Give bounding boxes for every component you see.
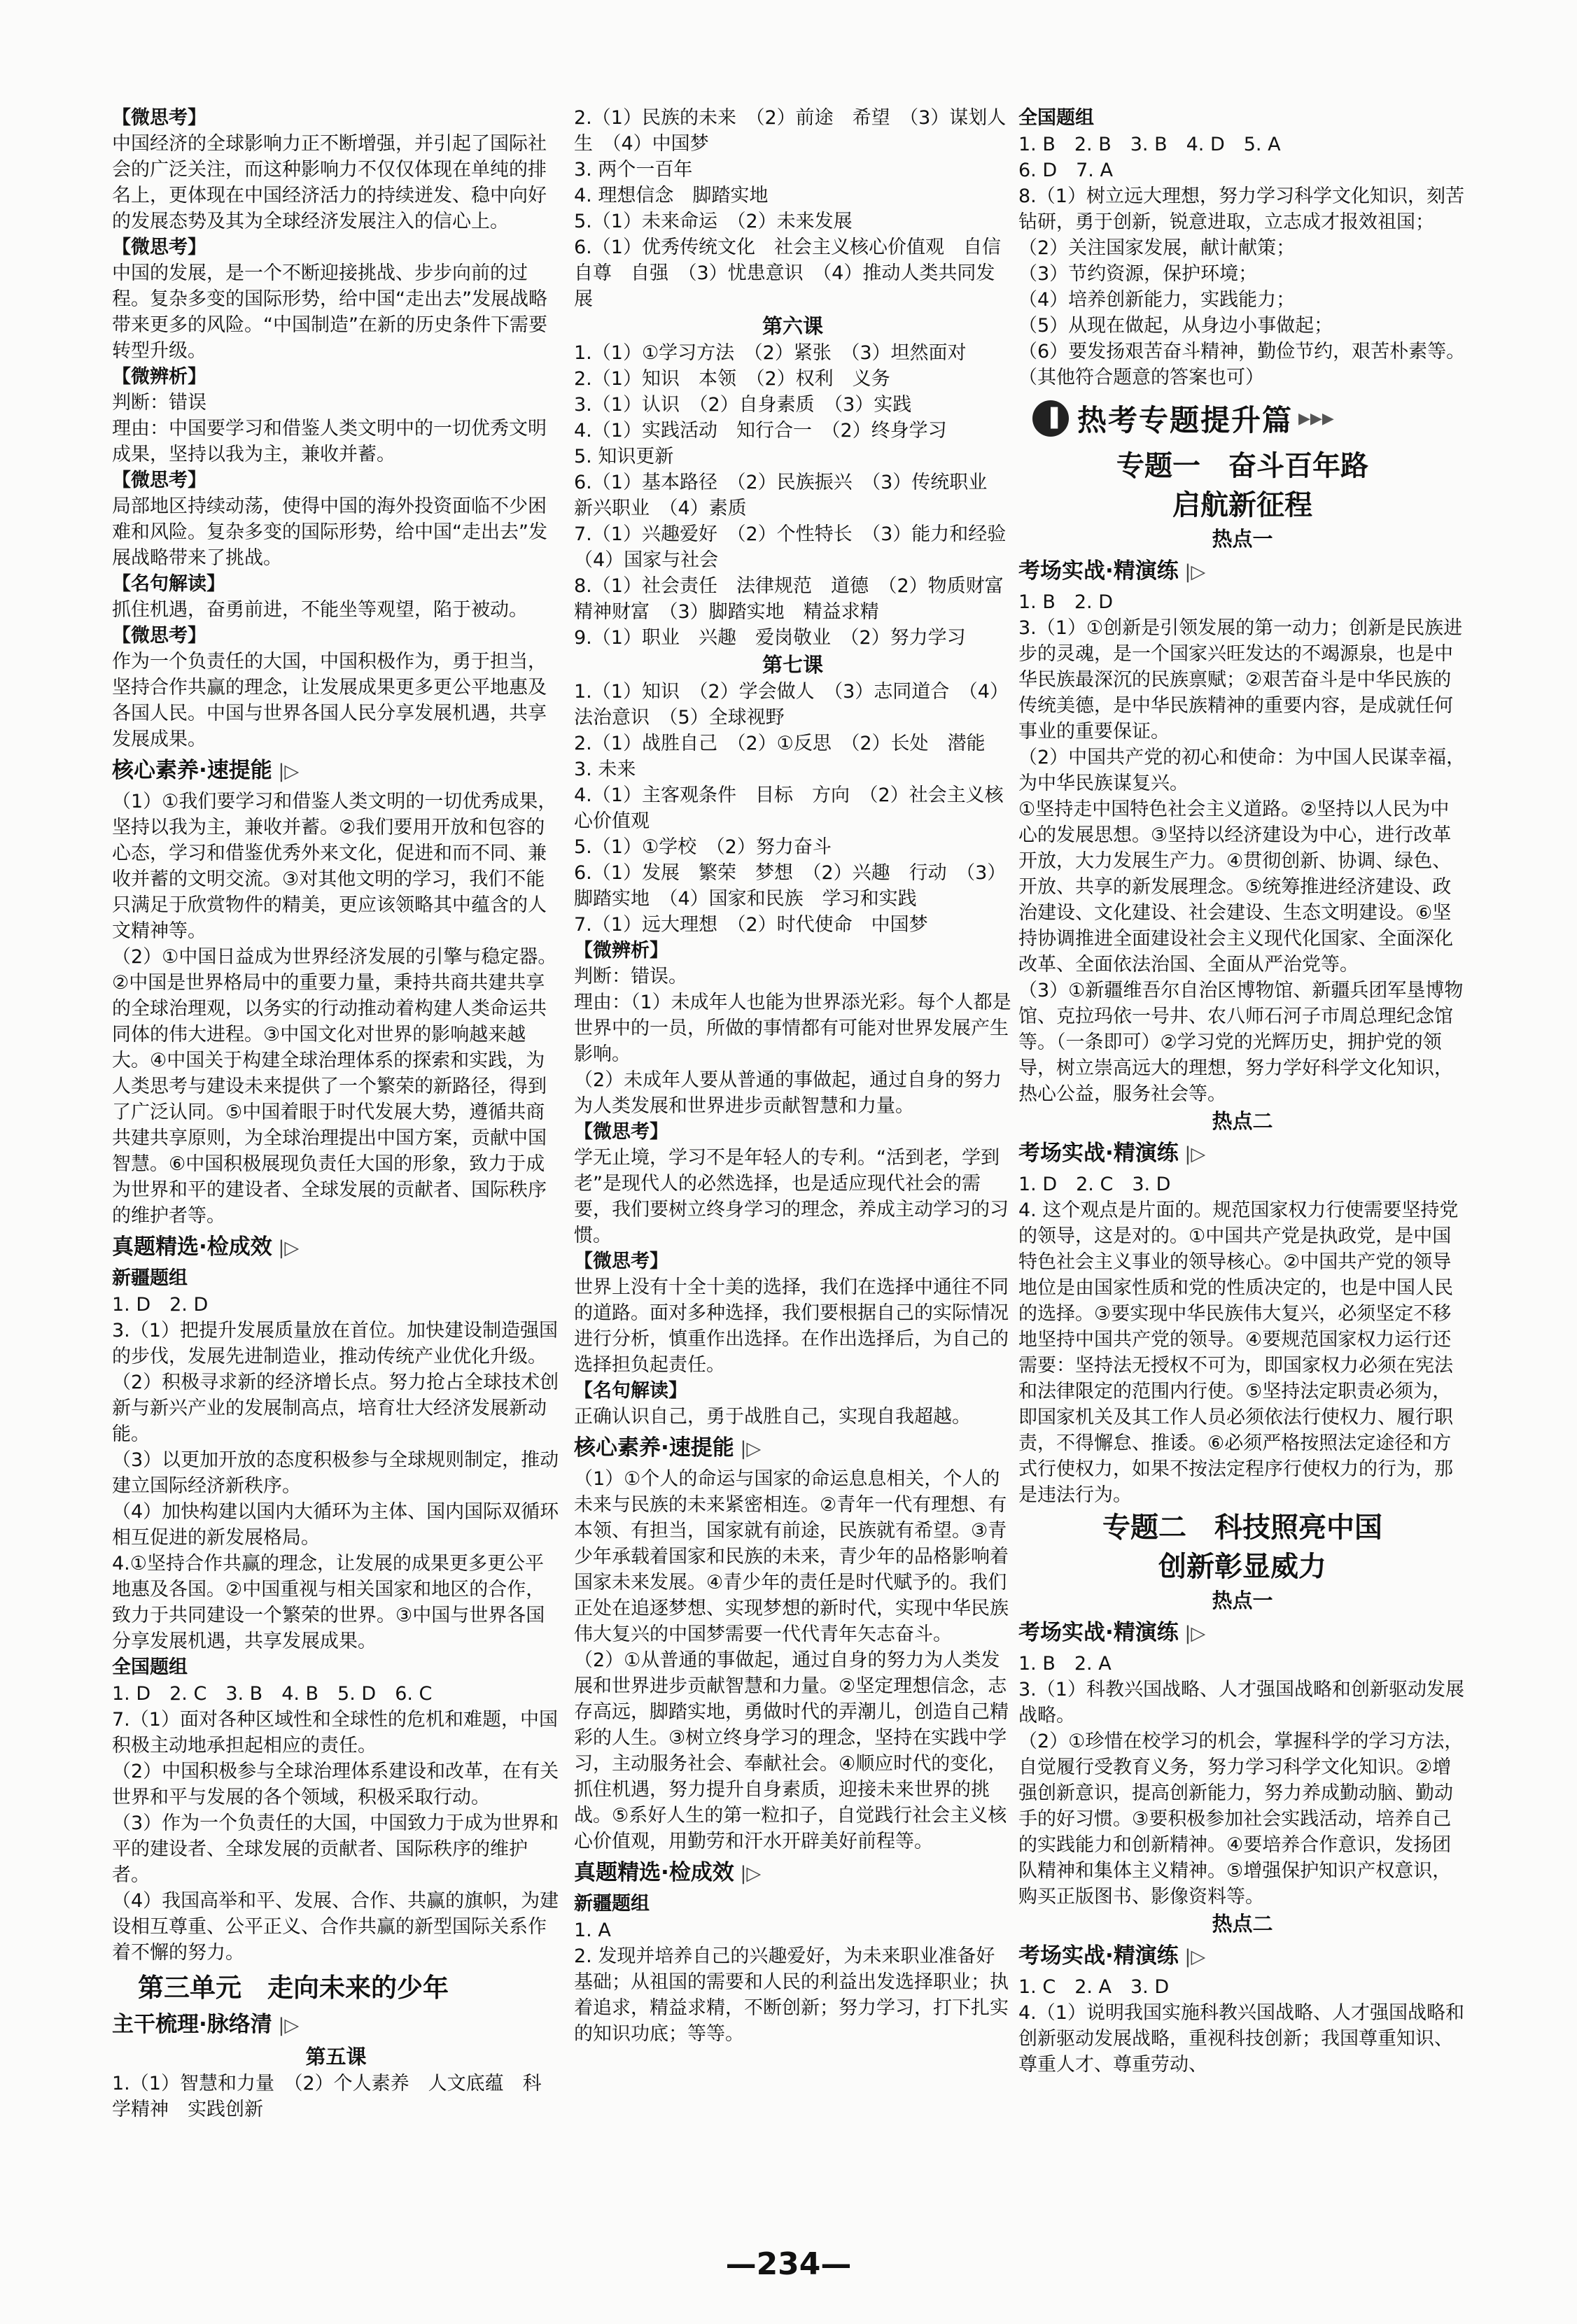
topic-title: 启航新征程	[1172, 489, 1312, 521]
section-heading	[574, 1857, 1011, 1889]
answer-line: 7.（1）兴趣爱好 （2）个性特长 （3）能力和经验 （4）国家与社会	[574, 523, 1025, 571]
section-heading	[1018, 1138, 1466, 1170]
column-middle	[574, 105, 1025, 2204]
arrow-icon: |▷	[272, 1237, 300, 1259]
answer-line: 4.（1）说明我国实施科教兴国战略、人才强国战略和创新驱动发展战略，重视科技创新；我国尊重知识、尊重人才、尊重劳动、	[1018, 2002, 1464, 2076]
bracket-label: 【名句解读】	[574, 1380, 687, 1402]
answer-line: ①坚持走中国特色社会主义道路。②坚持以人民为中心的发展思想。③坚持以经济建设为中心，进行改革开放，大力发展生产力。④贯彻创新、协调、绿色、开放、共享的新发展理念。⑤统筹推进经济建设、政治建设、文化建设、社会建设、生态文明建设。⑥坚持协调推进全面建设社会主义现代化国家、全面深化改革、全面依法治国、全面从严治党等。	[1018, 798, 1453, 976]
answer-line: （3）作为一个负责任的大国，中国致力于成为世界和平的建设者、全球发展的贡献者、国际秩序的维护者。	[112, 1812, 559, 1886]
answer-line: （1）①我们要学习和借鉴人类文明的一切优秀成果，坚持以我为主，兼收并蓄。②我们要用开放和包容的心态，学习和借鉴优秀外来文化，促进和而不同、兼收并蓄的文明交流。③对其他文明的学习，我们不能只满足于欣赏物件的精美，更应该领略其中蕴含的人文精神等。	[112, 791, 557, 942]
answer-line: （2）积极寻求新的经济增长点。努力抢占全球技术创新与新兴产业的发展制高点，培育壮大经济发展新动能。	[112, 1372, 559, 1445]
section-heading	[112, 2009, 560, 2041]
question-group-title: 全国题组	[112, 1656, 188, 1678]
arrow-icon: |▷	[1178, 1946, 1206, 1968]
answer-line: 理由：（1）未成年人也能为世界添光彩。每个人都是世界中的一员，所做的事情都有可能对世界发展产生影响。	[574, 992, 1011, 1065]
answer-line: 局部地区持续动荡，使得中国的海外投资面临不少困难和风险。复杂多变的国际形势，给中国“走出去”发展战略带来了挑战。	[112, 495, 547, 569]
answer-line: （3）①新疆维吾尔自治区博物馆、新疆兵团军垦博物馆、克拉玛依一号井、农八师石河子市周总理纪念馆等。（一条即可）②学习党的光辉历史，拥护党的领导，树立崇高远大的理想，努力学好科学文化知识，热心公益，服务社会等。	[1018, 980, 1464, 1105]
column-left	[112, 105, 560, 2204]
answer-line: 学无止境，学习不是年轻人的专利。“活到老，学到老”是现代人的必然选择，也是适应现代社会的需要，我们要树立终身学习的理念，养成主动学习的习惯。	[574, 1147, 1009, 1246]
section-heading	[112, 1232, 560, 1264]
answer-line: 3.（1）①创新是引领发展的第一动力；创新是民族进步的灵魂，是一个国家兴旺发达的不竭源泉，也是中华民族最深沉的民族禀赋；②艰苦奋斗是中华民族的传统美德，是中华民族精神的重要内容，是成就任何事业的重要保证。	[1018, 617, 1463, 742]
answer-line: 4.（1）实践活动 知行合一 （2）终身学习	[574, 420, 947, 442]
answer-line: 1. C 2. A 3. D	[1018, 1976, 1170, 1998]
answer-line: （2）①从普通的事做起，通过自身的努力为人类发展和世界进步贡献智慧和力量。②坚定理想信念，志存高远，脚踏实地，勇做时代的弄潮儿，创造自己精彩的人生。③树立终身学习的理念，坚持在实践中学习，主动服务社会、奉献社会。④顺应时代的变化，抓住机遇，努力提升自身素质，迎接未来世界的挑战。⑤系好人生的第一粒扣子，自觉践行社会主义核心价值观，用勤劳和汗水开辟美好前程等。	[574, 1649, 1009, 1852]
lesson-title: 第五课	[305, 2045, 367, 2069]
answer-line: 8.（1）树立远大理想，努力学习科学文化知识，刻苦钻研，勇于创新，锐意进取，立志成才报效祖国；	[1018, 185, 1464, 233]
answer-line: 4. 理想信念 脚踏实地	[574, 185, 769, 206]
page-number: —234—	[725, 2246, 852, 2282]
lesson-title: 热点一	[1212, 1589, 1273, 1612]
answer-line: 1. D 2. C 3. D	[1018, 1174, 1171, 1195]
answer-line: （4）培养创新能力，实践能力；	[1018, 289, 1296, 311]
question-group-title: 新疆题组	[574, 1893, 650, 1915]
lesson-title: 热点二	[1212, 1912, 1273, 1936]
section-heading	[112, 755, 560, 787]
answer-line: （1）①个人的命运与国家的命运息息相关，个人的未来与民族的未来紧密相连。②青年一代有理想、有本领、有担当，国家就有前途，民族就有希望。③青少年承载着国家和民族的未来，青少年的品格影响着国家未来发展。④青少年的责任是时代赋予的。我们正处在追逐梦想、实现梦想的新时代，实现中华民族伟大复兴的中国梦需要一代代青年矢志奋斗。	[574, 1468, 1009, 1645]
arrow-icon: |▷	[1178, 561, 1206, 583]
question-group-title: 全国题组	[1018, 107, 1094, 129]
answer-line: 5.（1）未来命运 （2）未来发展	[574, 211, 853, 232]
answer-line: 中国的发展，是一个不断迎接挑战、步步向前的过程。复杂多变的国际形势，给中国“走出去”发展战略带来更多的风险。“中国制造”在新的历史条件下需要转型升级。	[112, 262, 547, 362]
answer-line: 2.（1）民族的未来 （2）前途 希望 （3）谋划人生 （4）中国梦	[574, 107, 1007, 155]
answer-line: （2）①珍惜在校学习的机会，掌握科学的学习方法，自觉履行受教育义务，努力学习科学文化知识。②增强创新意识，提高创新能力，努力养成勤动脑、勤动手的好习惯。③要积极参加社会实践活动，培养自己的实践能力和创新精神。④要培养合作意识，发扬团队精神和集体主义精神。⑤增强保护知识产权意识，购买正版图书、影像资料等。	[1018, 1731, 1464, 1908]
answer-line: 3. 两个一百年	[574, 159, 693, 181]
answer-line: 1. B 2. B 3. B 4. D 5. A	[1018, 134, 1281, 155]
arrow-icon: |▷	[272, 761, 300, 782]
answer-line: （3）以更加开放的态度积极参与全球规则制定，推动建立国际经济新秩序。	[112, 1449, 559, 1497]
answer-line: （6）要发扬艰苦奋斗精神，勤俭节约，艰苦朴素等。（其他符合题意的答案也可）	[1018, 341, 1466, 388]
answer-line: 判断：错误	[112, 392, 206, 414]
answer-line: 判断：错误。	[574, 966, 687, 987]
answer-line: （5）从现在做起，从身边小事做起；	[1018, 315, 1333, 337]
answer-line: 1.（1）智慧和力量 （2）个人素养 人文底蕴 科学精神 实践创新	[112, 2073, 542, 2120]
answer-line: （4）加快构建以国内大循环为主体、国内国际双循环相互促进的新发展格局。	[112, 1501, 559, 1549]
lesson-title: 热点一	[1212, 527, 1273, 551]
bracket-label: 【微辨析】	[574, 940, 668, 962]
column-right	[1018, 105, 1466, 2204]
arrow-icon: |▷	[272, 2015, 300, 2036]
answer-line: 7.（1）远大理想 （2）时代使命 中国梦	[574, 914, 928, 936]
topic-title: 创新彰显威力	[1158, 1551, 1326, 1583]
bracket-label: 【微思考】	[112, 470, 206, 491]
answer-line: 世界上没有十全十美的选择，我们在选择中通往不同的道路。面对多种选择，我们要根据自己的实际情况进行分析，慎重作出选择。在作出选择后，为自己的选择担负起责任。	[574, 1276, 1009, 1376]
chart-bars-icon: ▐	[1032, 400, 1069, 437]
arrow-icon: |▷	[734, 1438, 762, 1460]
answer-line: 正确认识自己，勇于战胜自己，实现自我超越。	[574, 1406, 971, 1428]
arrow-icon: |▷	[1178, 1143, 1206, 1165]
section-banner	[1032, 397, 1466, 439]
section-heading-label: 真题精选·检成效	[112, 1234, 272, 1260]
answer-line: （2）中国共产党的初心和使命：为中国人民谋幸福，为中华民族谋复兴。	[1018, 747, 1466, 794]
answer-line: 3. 未来	[574, 759, 636, 780]
section-heading-label: 核心素养·速提能	[112, 758, 272, 783]
section-heading-label: 考场实战·精演练	[1018, 1141, 1179, 1166]
arrows-icon: ▶▶▶	[1298, 409, 1334, 428]
section-heading	[574, 1432, 1011, 1465]
question-group-title: 新疆题组	[112, 1267, 188, 1289]
answer-line: 2. 发现并培养自己的兴趣爱好，为未来职业准备好基础；从祖国的需要和人民的利益出发选择职业；执着追求，精益求精，不断创新；努力学习，打下扎实的知识功底；等等。	[574, 1945, 1009, 2045]
answer-line: 6. D 7. A	[1018, 160, 1113, 181]
answer-line: 2.（1）知识 本领 （2）权利 义务	[574, 368, 890, 390]
section-heading	[1018, 1617, 1466, 1649]
answer-line: 1. D 2. D	[112, 1294, 209, 1316]
answer-line: 4.（1）主客观条件 目标 方向 （2）社会主义核心价值观	[574, 784, 1004, 832]
answer-line: 5. 知识更新	[574, 446, 674, 467]
banner-title: 热考专题提升篇	[1077, 403, 1294, 437]
answer-line: 7.（1）面对各种区域性和全球性的危机和难题，中国积极主动地承担起相应的责任。	[112, 1709, 558, 1756]
answer-line: 9.（1）职业 兴趣 爱岗敬业 （2）努力学习	[574, 627, 966, 649]
arrow-icon: |▷	[734, 1863, 762, 1885]
bracket-label: 【微思考】	[574, 1251, 668, 1272]
answer-line: 3.（1）认识 （2）自身素质 （3）实践	[574, 394, 912, 416]
answer-line: （2）关注国家发展，献计献策；	[1018, 237, 1296, 259]
answer-line: （2）中国积极参与全球治理体系建设和改革，在有关世界和平与发展的各个领域，积极采取行动。	[112, 1761, 559, 1808]
bracket-label: 【微辨析】	[112, 366, 206, 388]
topic-title: 专题二 科技照亮中国	[1102, 1512, 1382, 1544]
section-heading-label: 考场实战·精演练	[1018, 1620, 1179, 1645]
unit-title: 第三单元 走向未来的少年	[112, 1973, 449, 2003]
answer-line: 理由：中国要学习和借鉴人类文明中的一切优秀文明成果，坚持以我为主，兼收并蓄。	[112, 418, 547, 465]
lesson-title: 热点二	[1212, 1109, 1273, 1133]
bracket-label: 【名句解读】	[112, 573, 225, 595]
answer-line: 6.（1）基本路径 （2）民族振兴 （3）传统职业 新兴职业 （4）素质	[574, 472, 1007, 519]
answer-line: 1. D 2. C 3. B 4. B 5. D 6. C	[112, 1683, 433, 1705]
answer-line: 1.（1）知识 （2）学会做人 （3）志同道合 （4）法治意识 （5）全球视野	[574, 681, 1009, 728]
answer-line: 5.（1）①学校 （2）努力奋斗	[574, 836, 832, 858]
bracket-label: 【微思考】	[112, 237, 206, 258]
answer-line: 1. B 2. A	[1018, 1653, 1112, 1675]
section-heading-label: 考场实战·精演练	[1018, 558, 1179, 584]
section-heading-label: 主干梳理·脉络清	[112, 2012, 272, 2037]
answer-line: 6.（1）发展 繁荣 梦想 （2）兴趣 行动 （3）脚踏实地 （4）国家和民族 学习和实践	[574, 862, 1007, 910]
answer-line: 中国经济的全球影响力正不断增强，并引起了国际社会的广泛关注，而这种影响力不仅仅体现在单纯的排名上，更体现在中国经济活力的持续迸发、稳中向好的发展态势及其为全球经济发展注入的信心上。	[112, 133, 547, 232]
bracket-label: 【微思考】	[574, 1121, 668, 1143]
lesson-title: 第六课	[762, 314, 823, 338]
section-heading-label: 考场实战·精演练	[1018, 1943, 1179, 1969]
answer-line: 3.（1）科教兴国战略、人才强国战略和创新驱动发展战略。	[1018, 1679, 1464, 1726]
answer-line: 1.（1）①学习方法 （2）紧张 （3）坦然面对	[574, 342, 967, 364]
answer-line: 2.（1）战胜自己 （2）①反思 （2）长处 潜能	[574, 733, 986, 754]
answer-line: 4. 这个观点是片面的。规范国家权力行使需要坚持党的领导，这是对的。①中国共产党是执政党，是中国特色社会主义事业的领导核心。②中国共产党的领导地位是由国家性质和党的性质决定的，也是中国人民的选择。③要实现中华民族伟大复兴，必须坚定不移地坚持中国共产党的领导。④要规范国家权力运行还需要：坚持法无授权不可为，即国家权力必须在宪法和法律限定的范围内行使。⑤坚持法定职责必须为，即国家机关及其工作人员必须依法行使权力、履行职责，不得懈怠、推诿。⑥必须严格按照法定途径和方式行使权力，如果不按法定程序行使权力的行为，那是违法行为。	[1018, 1199, 1459, 1506]
section-heading	[1018, 556, 1466, 588]
bracket-label: 【微思考】	[112, 625, 206, 647]
answer-line: 抓住机遇，奋勇前进，不能坐等观望，陷于被动。	[112, 599, 528, 621]
answer-line: （2）未成年人要从普通的事做起，通过自身的努力为人类发展和世界进步贡献智慧和力量。	[574, 1069, 1002, 1117]
answer-line: （3）节约资源，保护环境；	[1018, 263, 1258, 285]
lesson-title: 第七课	[762, 653, 823, 677]
answer-line: 作为一个负责任的大国，中国积极作为，勇于担当，坚持合作共赢的理念，让发展成果更多更公平地惠及各国人民。中国与世界各国人民分享发展机遇，共享发展成果。	[112, 651, 547, 750]
answer-line: 6.（1）优秀传统文化 社会主义核心价值观 自信 自尊 自强 （3）忧患意识 （4）推动人类共同发展	[574, 237, 1020, 310]
section-heading-label: 核心素养·速提能	[574, 1435, 734, 1460]
answer-line: 3.（1）把提升发展质量放在首位。加快建设制造强国的步伐，发展先进制造业，推动传统产业优化升级。	[112, 1320, 558, 1367]
answer-line: （4）我国高举和平、发展、合作、共赢的旗帜，为建设相互尊重、公平正义、合作共赢的新型国际关系作着不懈的努力。	[112, 1890, 559, 1964]
arrow-icon: |▷	[1178, 1623, 1206, 1645]
section-heading-label: 真题精选·检成效	[574, 1860, 734, 1885]
answer-line: 1. A	[574, 1920, 611, 1941]
answer-line: （2）①中国日益成为世界经济发展的引擎与稳定器。②中国是世界格局中的重要力量，秉持共商共建共享的全球治理观，以务实的行动推动着构建人类命运共同体的伟大进程。③中国文化对世界的影响越来越大。④中国关于构建全球治理体系的探索和实践，为人类思考与建设未来提供了一个繁荣的新路径，得到了广泛认同。⑤中国着眼于时代发展大势，遵循共商共建共享原则，为全球治理提出中国方案，贡献中国智慧。⑥中国积极展现负责任大国的形象，致力于成为世界和平的建设者、全球发展的贡献者、国际秩序的维护者等。	[112, 946, 557, 1227]
answer-line: 1. B 2. D	[1018, 591, 1113, 613]
bracket-label: 【微思考】	[112, 107, 206, 129]
answer-line: 8.（1）社会责任 法律规范 道德 （2）物质财富 精神财富 （3）脚踏实地 精益求精	[574, 575, 1023, 623]
topic-title: 专题一 奋斗百年路	[1116, 450, 1368, 482]
answer-line: 4.①坚持合作共赢的理念，让发展的成果更多更公平地惠及各国。②中国重视与相关国家和地区的合作，致力于共同建设一个繁荣的世界。③中国与世界各国分享发展机遇，共享发展成果。	[112, 1553, 545, 1652]
section-heading	[1018, 1941, 1466, 1973]
